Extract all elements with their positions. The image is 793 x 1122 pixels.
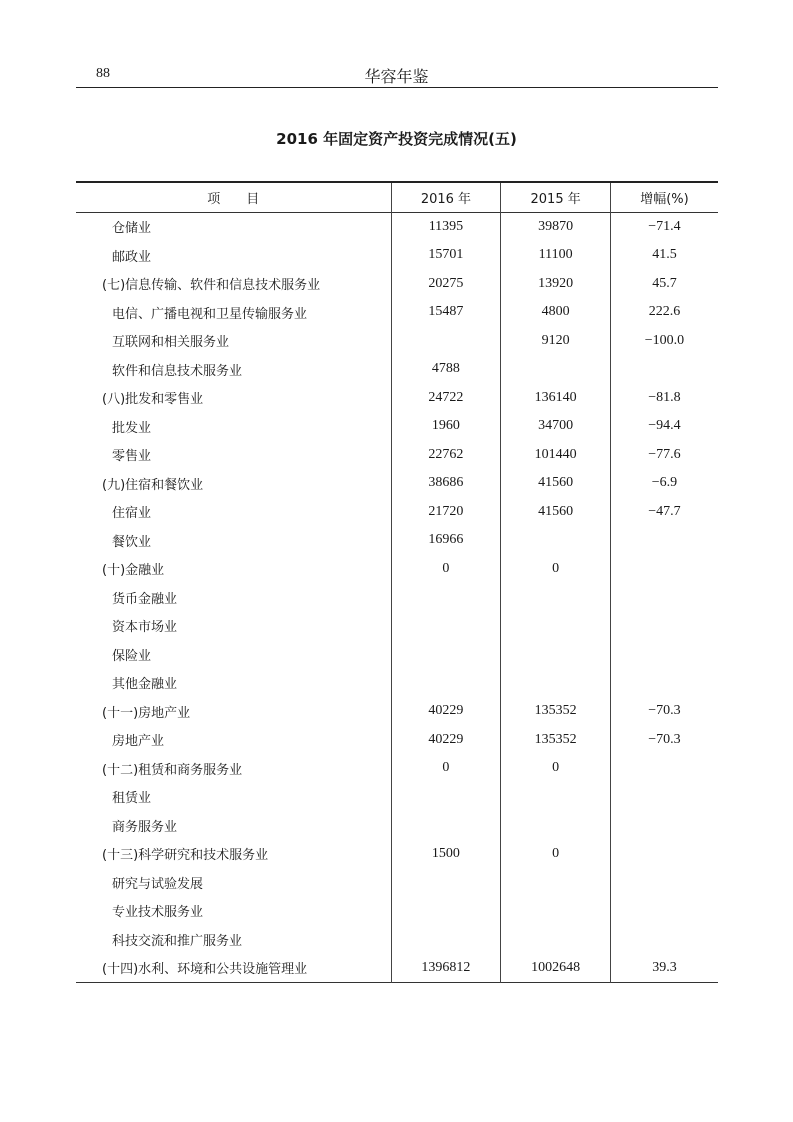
row-value-2015: [501, 925, 611, 954]
row-growth-rate: [610, 355, 718, 384]
row-value-2016: 0: [391, 754, 501, 783]
row-growth-rate: [610, 612, 718, 641]
row-growth-rate: [610, 783, 718, 812]
table-row: [76, 441, 718, 470]
row-growth-rate: [610, 868, 718, 897]
row-value-2016: 0: [391, 555, 501, 584]
row-value-2016: [391, 783, 501, 812]
header-rule: [76, 87, 718, 88]
row-growth-rate: 222.6: [610, 298, 718, 327]
row-growth-rate: −77.6: [610, 441, 718, 470]
row-value-2015: 135352: [501, 726, 611, 755]
row-value-2016: 20275: [391, 270, 501, 299]
row-growth-rate: −70.3: [610, 697, 718, 726]
row-value-2016: [391, 925, 501, 954]
row-value-2016: [391, 640, 501, 669]
row-value-2015: 41560: [501, 498, 611, 527]
row-value-2015: [501, 811, 611, 840]
row-growth-rate: −100.0: [610, 327, 718, 356]
row-growth-rate: [610, 811, 718, 840]
row-value-2016: 22762: [391, 441, 501, 470]
table-row: [76, 355, 718, 384]
row-value-2016: 16966: [391, 526, 501, 555]
investment-table: [76, 181, 718, 983]
row-value-2015: 0: [501, 754, 611, 783]
row-item-name: (十一)房地产业: [102, 705, 191, 721]
row-item-name: 科技交流和推广服务业: [112, 933, 243, 949]
row-item-name: 互联网和相关服务业: [112, 335, 230, 351]
row-growth-rate: [610, 583, 718, 612]
table-row: [76, 469, 718, 498]
row-value-2015: [501, 669, 611, 698]
row-growth-rate: −81.8: [610, 384, 718, 413]
table-row: [76, 811, 718, 840]
row-value-2016: [391, 583, 501, 612]
row-growth-rate: 39.3: [610, 954, 718, 983]
page-number: 88: [96, 66, 110, 81]
row-growth-rate: −47.7: [610, 498, 718, 527]
row-item-name: (十三)科学研究和技术服务业: [102, 848, 269, 864]
table-row: [76, 298, 718, 327]
column-header-item: 项 目: [207, 191, 260, 207]
table-row: [76, 783, 718, 812]
row-item-name: 专业技术服务业: [112, 905, 204, 921]
row-growth-rate: 41.5: [610, 241, 718, 270]
row-growth-rate: [610, 754, 718, 783]
row-item-name: 电信、广播电视和卫星传输服务业: [112, 306, 308, 322]
row-item-name: 资本市场业: [112, 620, 178, 636]
row-item-name: 租赁业: [112, 791, 152, 807]
table-title: 2016 年固定资产投资完成情况(五): [276, 130, 517, 148]
row-value-2016: 11395: [391, 212, 501, 241]
table-row: [76, 412, 718, 441]
table-row: [76, 669, 718, 698]
row-value-2016: 40229: [391, 697, 501, 726]
row-value-2015: [501, 526, 611, 555]
row-item-name: 住宿业: [112, 506, 152, 522]
row-value-2016: 1396812: [391, 954, 501, 983]
row-value-2016: 21720: [391, 498, 501, 527]
row-growth-rate: −70.3: [610, 726, 718, 755]
table-header-row: [76, 182, 718, 212]
row-value-2015: 34700: [501, 412, 611, 441]
row-value-2015: [501, 868, 611, 897]
row-value-2015: [501, 897, 611, 926]
row-growth-rate: [610, 669, 718, 698]
row-value-2015: 9120: [501, 327, 611, 356]
table-row: [76, 954, 718, 983]
row-value-2016: [391, 327, 501, 356]
table-row: [76, 897, 718, 926]
table-row: [76, 212, 718, 241]
row-item-name: 商务服务业: [112, 819, 178, 835]
row-value-2016: [391, 868, 501, 897]
row-item-name: 批发业: [112, 420, 152, 436]
row-value-2015: 135352: [501, 697, 611, 726]
column-header-2015: 2015 年: [501, 182, 611, 212]
row-item-name: (十四)水利、环境和公共设施管理业: [102, 962, 308, 978]
row-value-2016: 38686: [391, 469, 501, 498]
row-growth-rate: −71.4: [610, 212, 718, 241]
row-item-name: (八)批发和零售业: [102, 392, 204, 408]
table-row: [76, 498, 718, 527]
row-value-2015: 0: [501, 555, 611, 584]
table-row: [76, 640, 718, 669]
row-item-name: (十)金融业: [102, 563, 165, 579]
row-growth-rate: 45.7: [610, 270, 718, 299]
row-item-name: 餐饮业: [112, 534, 152, 550]
table-row: [76, 555, 718, 584]
table-row: [76, 526, 718, 555]
row-growth-rate: [610, 925, 718, 954]
row-item-name: 仓储业: [112, 221, 152, 237]
row-value-2016: 1960: [391, 412, 501, 441]
row-item-name: (十二)租赁和商务服务业: [102, 762, 243, 778]
row-item-name: 货币金融业: [112, 591, 178, 607]
row-value-2015: [501, 783, 611, 812]
row-value-2015: 4800: [501, 298, 611, 327]
row-value-2015: 41560: [501, 469, 611, 498]
table-row: [76, 270, 718, 299]
row-item-name: (七)信息传输、软件和信息技术服务业: [102, 278, 321, 294]
table-row: [76, 327, 718, 356]
row-value-2015: [501, 612, 611, 641]
table-row: [76, 612, 718, 641]
row-item-name: 其他金融业: [112, 677, 178, 693]
row-growth-rate: [610, 526, 718, 555]
table-row: [76, 754, 718, 783]
table-body: [76, 212, 718, 983]
row-item-name: 邮政业: [112, 249, 152, 265]
row-item-name: 研究与试验发展: [112, 876, 204, 892]
table-row: [76, 241, 718, 270]
row-value-2016: [391, 612, 501, 641]
row-value-2016: 15487: [391, 298, 501, 327]
row-growth-rate: [610, 555, 718, 584]
row-value-2015: [501, 355, 611, 384]
table-row: [76, 925, 718, 954]
row-item-name: 保险业: [112, 648, 152, 664]
row-value-2015: 13920: [501, 270, 611, 299]
row-item-name: 房地产业: [112, 734, 165, 750]
table-row: [76, 726, 718, 755]
row-value-2016: [391, 811, 501, 840]
row-value-2015: 1002648: [501, 954, 611, 983]
row-growth-rate: −6.9: [610, 469, 718, 498]
table-row: [76, 384, 718, 413]
row-value-2016: 1500: [391, 840, 501, 869]
table-row: [76, 697, 718, 726]
table-row: [76, 840, 718, 869]
row-growth-rate: [610, 640, 718, 669]
row-growth-rate: −94.4: [610, 412, 718, 441]
table-row: [76, 583, 718, 612]
row-item-name: (九)住宿和餐饮业: [102, 477, 204, 493]
row-value-2016: [391, 669, 501, 698]
row-value-2015: 0: [501, 840, 611, 869]
running-header-title: 华容年鉴: [364, 67, 429, 86]
column-header-2016: 2016 年: [391, 182, 501, 212]
row-value-2016: 24722: [391, 384, 501, 413]
row-value-2016: [391, 897, 501, 926]
row-growth-rate: [610, 840, 718, 869]
column-header-growth: 增幅(%): [610, 182, 718, 212]
row-value-2015: 11100: [501, 241, 611, 270]
row-value-2016: 4788: [391, 355, 501, 384]
row-value-2016: 15701: [391, 241, 501, 270]
row-value-2015: 39870: [501, 212, 611, 241]
row-value-2016: 40229: [391, 726, 501, 755]
row-growth-rate: [610, 897, 718, 926]
row-value-2015: 101440: [501, 441, 611, 470]
row-value-2015: [501, 583, 611, 612]
row-item-name: 零售业: [112, 449, 152, 465]
row-item-name: 软件和信息技术服务业: [112, 363, 243, 379]
row-value-2015: 136140: [501, 384, 611, 413]
row-value-2015: [501, 640, 611, 669]
table-row: [76, 868, 718, 897]
